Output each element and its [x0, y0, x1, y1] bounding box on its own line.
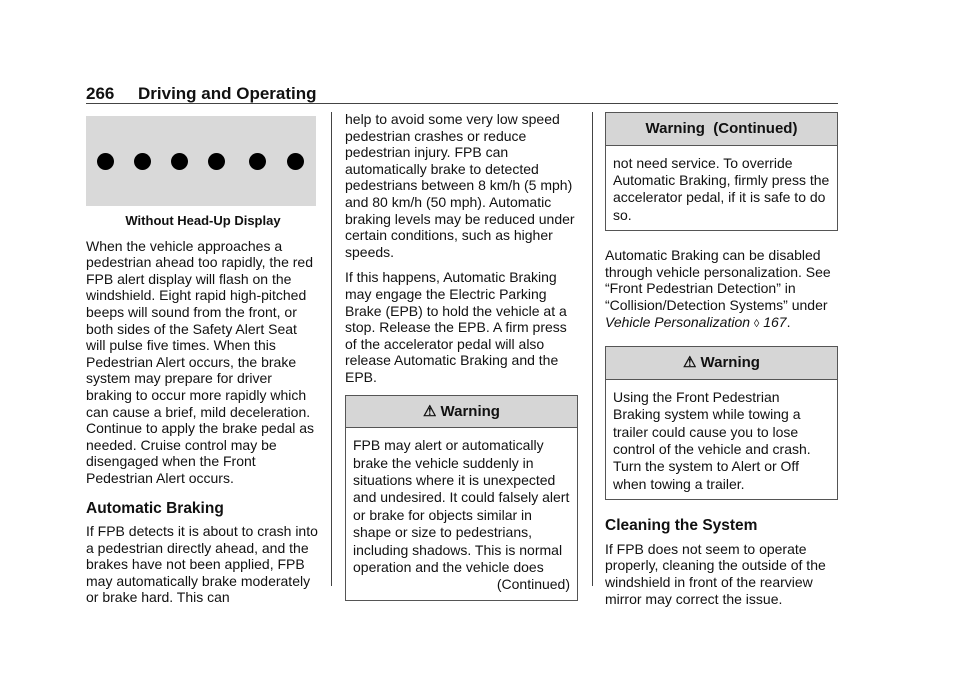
page-number: 266 — [86, 84, 115, 103]
column-divider-1 — [331, 112, 332, 586]
warning-title: Warning — [440, 402, 500, 420]
warning-header — [346, 396, 577, 429]
disable-paragraph — [605, 247, 838, 332]
towing-warning-box — [605, 346, 838, 500]
disable-text: Automatic Braking can be disabled through vehicle personalization. See “Front Pedestrian Detection” in “Collision/Detection Systems” under — [605, 247, 831, 313]
indicator-dot-icon — [287, 153, 304, 170]
warning-body — [346, 428, 577, 600]
indicator-dot-icon — [97, 153, 114, 170]
automatic-braking-heading: Automatic Braking — [86, 499, 224, 517]
warning-box — [345, 395, 578, 601]
indicator-dot-icon — [249, 153, 266, 170]
towing-warning-title: Warning — [700, 354, 760, 372]
warning-continued-header: Warning (Continued) — [606, 113, 837, 146]
towing-warning-header — [606, 347, 837, 380]
page-header — [86, 84, 838, 104]
column-3 — [605, 106, 838, 616]
continued-label: (Continued) — [496, 576, 570, 593]
figure-caption: Without Head-Up Display — [125, 213, 281, 228]
pedestrian-alert-paragraph: When the vehicle approaches a pedestrian ahead too rapidly, the red FPB alert display will flash on the windshield. Eight rapid high-pitched beeps will sound from the front, or both sides of the Safety Alert Seat will pulse five times. When this Pedestrian Alert occurs, the brake system may prepare for driver braking to occur more rapidly which can cause a brief, mild deceleration. Continue to apply the brake pedal as needed. Cruise control may be disengaged when the Front Pedestrian Alert occurs. — [86, 237, 315, 486]
personalization-reference: Vehicle Personalization — [605, 313, 751, 330]
header-rule — [86, 103, 838, 104]
epb-paragraph: If this happens, Automatic Braking may engage the Electric Parking Brake (EPB) to hold the vehicle at a stop. Release the EPB. A firm press of the accelerator pedal will also release Automatic Braking and the EPB. — [345, 269, 567, 385]
reference-page-number: 167 — [763, 313, 787, 330]
indicator-dot-icon — [208, 153, 225, 170]
page-reference-icon: ◊ — [753, 317, 760, 330]
disable-end: . — [786, 313, 791, 330]
hud-indicator-figure — [86, 116, 316, 206]
cleaning-paragraph: If FPB does not seem to operate properly, cleaning the outside of the windshield in front of the rearview mirror may correct the issue. — [605, 540, 826, 607]
cleaning-heading: Cleaning the System — [605, 517, 758, 535]
warning-triangle-icon: ⚠ — [683, 354, 697, 372]
column-divider-2 — [592, 112, 593, 586]
towing-warning-body: Using the Front Pedestrian Braking system while towing a trailer could cause you to lose control of the vehicle and crash. Turn the system to Alert or Off when towing a trailer. — [613, 388, 811, 492]
warning-continued-box — [605, 112, 838, 231]
warning-continued-body: not need service. To override Automatic Braking, firmly press the accelerator pedal, if it is safe to do so. — [613, 154, 830, 223]
indicator-dot-icon — [134, 153, 151, 170]
warning-text: FPB may alert or automatically brake the vehicle suddenly in situations where it is unexpected and undesired. It could falsely alert or brake for objects similar in shape or size to pedestrians, including shadows. This is normal operation and the vehicle does — [353, 437, 570, 575]
section-title: Driving and Operating — [138, 84, 317, 103]
indicator-dot-icon — [171, 153, 188, 170]
automatic-braking-paragraph: If FPB detects it is about to crash into a pedestrian directly ahead, and the brakes have not been applied, FPB may automatically brake moderately or brake hard. This can — [86, 523, 318, 606]
braking-speed-paragraph: help to avoid some very low speed pedestrian crashes or reduce pedestrian injury. FPB can automatically brake to detected pedestrians between 8 km/h (5 mph) and 80 km/h (50 mph). Automatic braking levels may be reduced under certain conditions, such as higher speeds. — [345, 111, 575, 260]
column-1 — [86, 106, 320, 615]
column-2 — [345, 111, 578, 611]
warning-triangle-icon: ⚠ — [423, 402, 437, 420]
